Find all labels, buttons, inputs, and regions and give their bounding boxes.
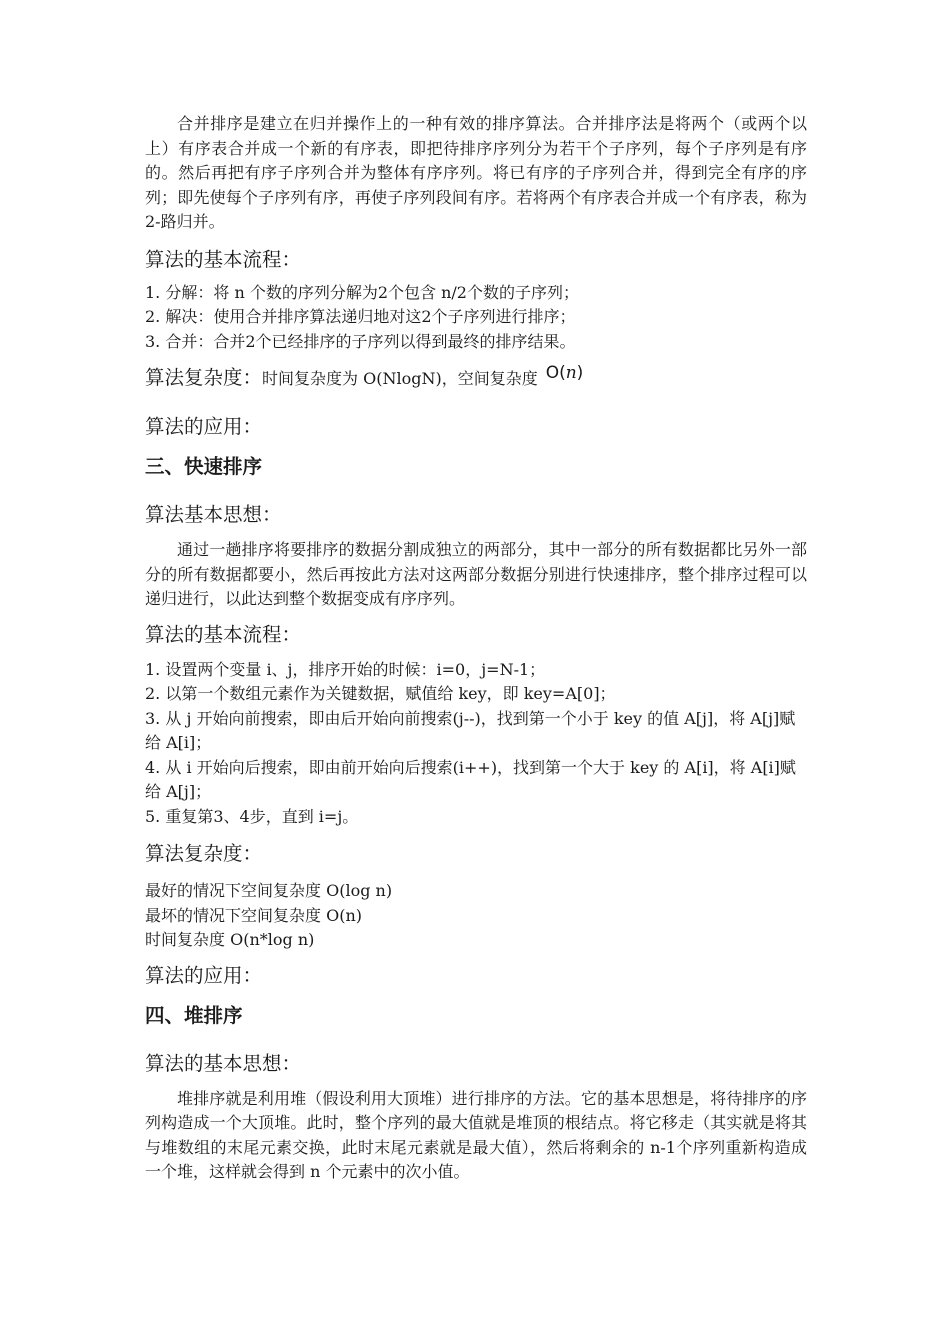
- list-item: 2. 解决：使用合并排序算法递归地对这2个子序列进行排序；: [145, 307, 576, 326]
- list-item: 2. 以第一个数组元素作为关键数据，赋值给 key，即 key=A[0]；: [145, 684, 616, 703]
- quick-sort-application-heading: 算法的应用：: [145, 963, 263, 987]
- complexity-line: 最坏的情况下空间复杂度 O(n): [145, 905, 362, 925]
- space-complexity-formula: [546, 363, 584, 383]
- merge-sort-complexity-text: 时间复杂度为 O(NlogN)，空间复杂度: [262, 369, 538, 388]
- heap-sort-idea: 堆排序就是利用堆（假设利用大顶堆）进行排序的方法。它的基本思想是，将待排序的序列构造成一个大顶堆。此时，整个序列的最大值就是堆顶的根结点。将它移走（其实就是将其与堆数组的末尾元素交换，此时末尾元素就是最大值），然后将剩余的 n-1个序列重新构造成一个堆，这样就会得到 n 个元素中的次小值。: [145, 1088, 807, 1181]
- list-item: 4. 从 i 开始向后搜索，即由前开始向后搜索(i++)，找到第一个大于 key 的 A[i]，将 A[i]赋给 A[j]；: [145, 757, 796, 801]
- document-page: [145, 112, 807, 1185]
- formula-open: O(: [545, 363, 566, 383]
- list-item: 5. 重复第3、4步，直到 i=j。: [145, 806, 359, 826]
- heap-sort-idea-heading: 算法的基本思想：: [145, 1051, 302, 1075]
- quick-sort-idea: 通过一趟排序将要排序的数据分割成独立的两部分，其中一部分的所有数据都比另外一部分的所有数据都要小，然后再按此方法对这两部分数据分别进行快速排序，整个排序过程可以递归进行，以此达到整个数据变成有序序列。: [145, 540, 807, 608]
- quick-sort-idea-heading: 算法基本思想：: [145, 503, 282, 526]
- merge-sort-complexity-label: 算法复杂度：: [145, 366, 263, 389]
- merge-sort-complexity: [145, 362, 807, 390]
- list-item: 1. 分解：将 n 个数的序列分解为2个包含 n/2个数的子序列；: [145, 282, 579, 302]
- merge-sort-flow-heading: 算法的基本流程：: [145, 247, 302, 271]
- quick-sort-complexity-list: [145, 879, 807, 953]
- complexity-line: 时间复杂度 O(n*log n): [145, 930, 315, 949]
- list-item: 3. 从 j 开始向前搜索，即由后开始向前搜索(j--)，找到第一个小于 key 的值 A[j]，将 A[j]赋给 A[i]；: [145, 708, 796, 752]
- quick-sort-section-title: 三、快速排序: [145, 455, 263, 478]
- heap-sort-section-title: 四、堆排序: [145, 1003, 243, 1027]
- quick-sort-steps: [145, 658, 807, 830]
- list-item: 1. 设置两个变量 i、j，排序开始的时候：i=0，j=N-1；: [145, 659, 546, 679]
- complexity-line: 最好的情况下空间复杂度 O(log n): [145, 881, 393, 900]
- merge-sort-intro: 合并排序是建立在归并操作上的一种有效的排序算法。合并排序法是将两个（或两个以上）有序表合并成一个新的有序表，即把待排序序列分为若干个子序列，每个子序列是有序的。然后再把有序子序列合并为整体有序序列。将已有序的子序列合并，得到完全有序的序列；即先使每个子序列有序，再使子序列段间有序。若将两个有序表合并成一个有序表，称为2-路归并。: [145, 114, 807, 231]
- quick-sort-flow-heading: 算法的基本流程：: [145, 622, 302, 646]
- quick-sort-complexity-heading: 算法复杂度：: [145, 842, 263, 865]
- formula-variable: n: [565, 363, 577, 383]
- merge-sort-application-heading: 算法的应用：: [145, 415, 263, 438]
- merge-sort-steps: [145, 281, 807, 355]
- formula-close: ): [576, 363, 584, 383]
- list-item: 3. 合并：合并2个已经排序的子序列以得到最终的排序结果。: [145, 331, 576, 351]
